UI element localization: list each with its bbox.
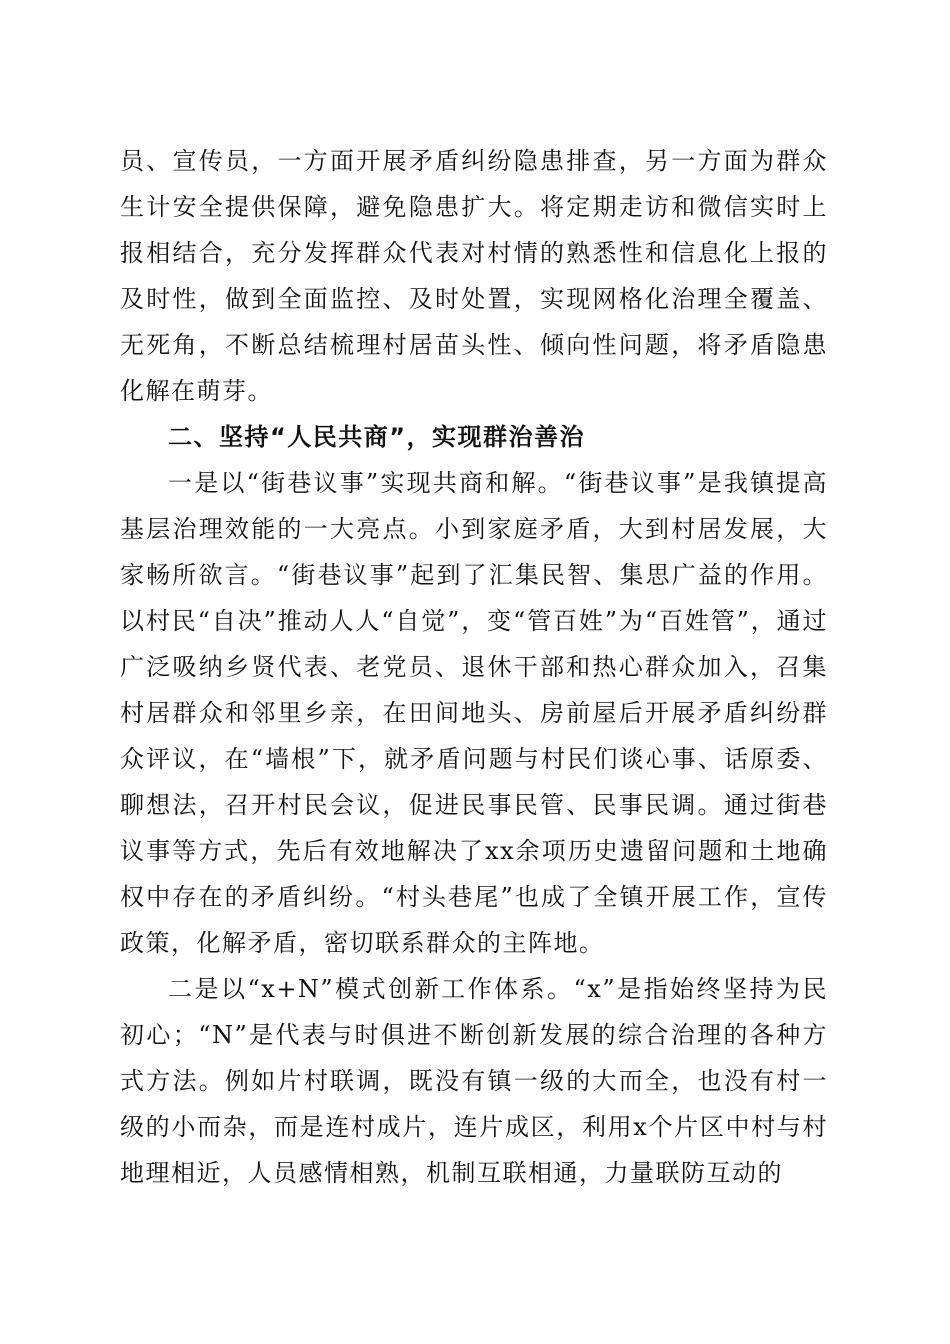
section-heading: 二、坚持“人民共商”，实现群治善治 [168,423,586,451]
paragraph-continuation: 员、宣传员，一方面开展矛盾纠纷隐患排查，另一方面为群众生计安全提供保障，避免隐患扩大。将定期走访和微信实时上报相结合，充分发挥群众代表对村情的熟悉性和信息化上报的及时性，做到全面监控、及时处置，实现网格化治理全覆盖、无死角，不断总结梳理村居苗头性、倾向性问题，将矛盾隐患化解在萌芽。 [120,147,828,405]
paragraph-x-plus-n-model: 二是以“x+N”模式创新工作体系。“x”是指始终坚持为民初心；“N”是代表与时俱进不断创新发展的综合治理的各种方式方法。例如片村联调，既没有镇一级的大而全，也没有村一级的小而杂，而是连村成片，连片成区，利用x个片区中村与村地理相近，人员感情相熟，机制互联相通，力量联防互动的 [120,975,828,1187]
document-body [120,138,828,1196]
paragraph-street-discussion: 一是以“街巷议事”实现共商和解。“街巷议事”是我镇提高基层治理效能的一大亮点。小到家庭矛盾，大到村居发展，大家畅所欲言。“街巷议事”起到了汇集民智、集思广益的作用。以村民“自决”推动人人“自觉”，变“管百姓”为“百姓管”，通过广泛吸纳乡贤代表、老党员、退休干部和热心群众加入，召集村居群众和邻里乡亲，在田间地头、房前屋后开展矛盾纠纷群众评议，在“墙根”下，就矛盾问题与村民们谈心事、话原委、聊想法，召开村民会议，促进民事民管、民事民调。通过街巷议事等方式，先后有效地解决了xx余项历史遗留问题和土地确权中存在的矛盾纠纷。“村头巷尾”也成了全镇开展工作，宣传政策，化解矛盾，密切联系群众的主阵地。 [120,469,828,957]
